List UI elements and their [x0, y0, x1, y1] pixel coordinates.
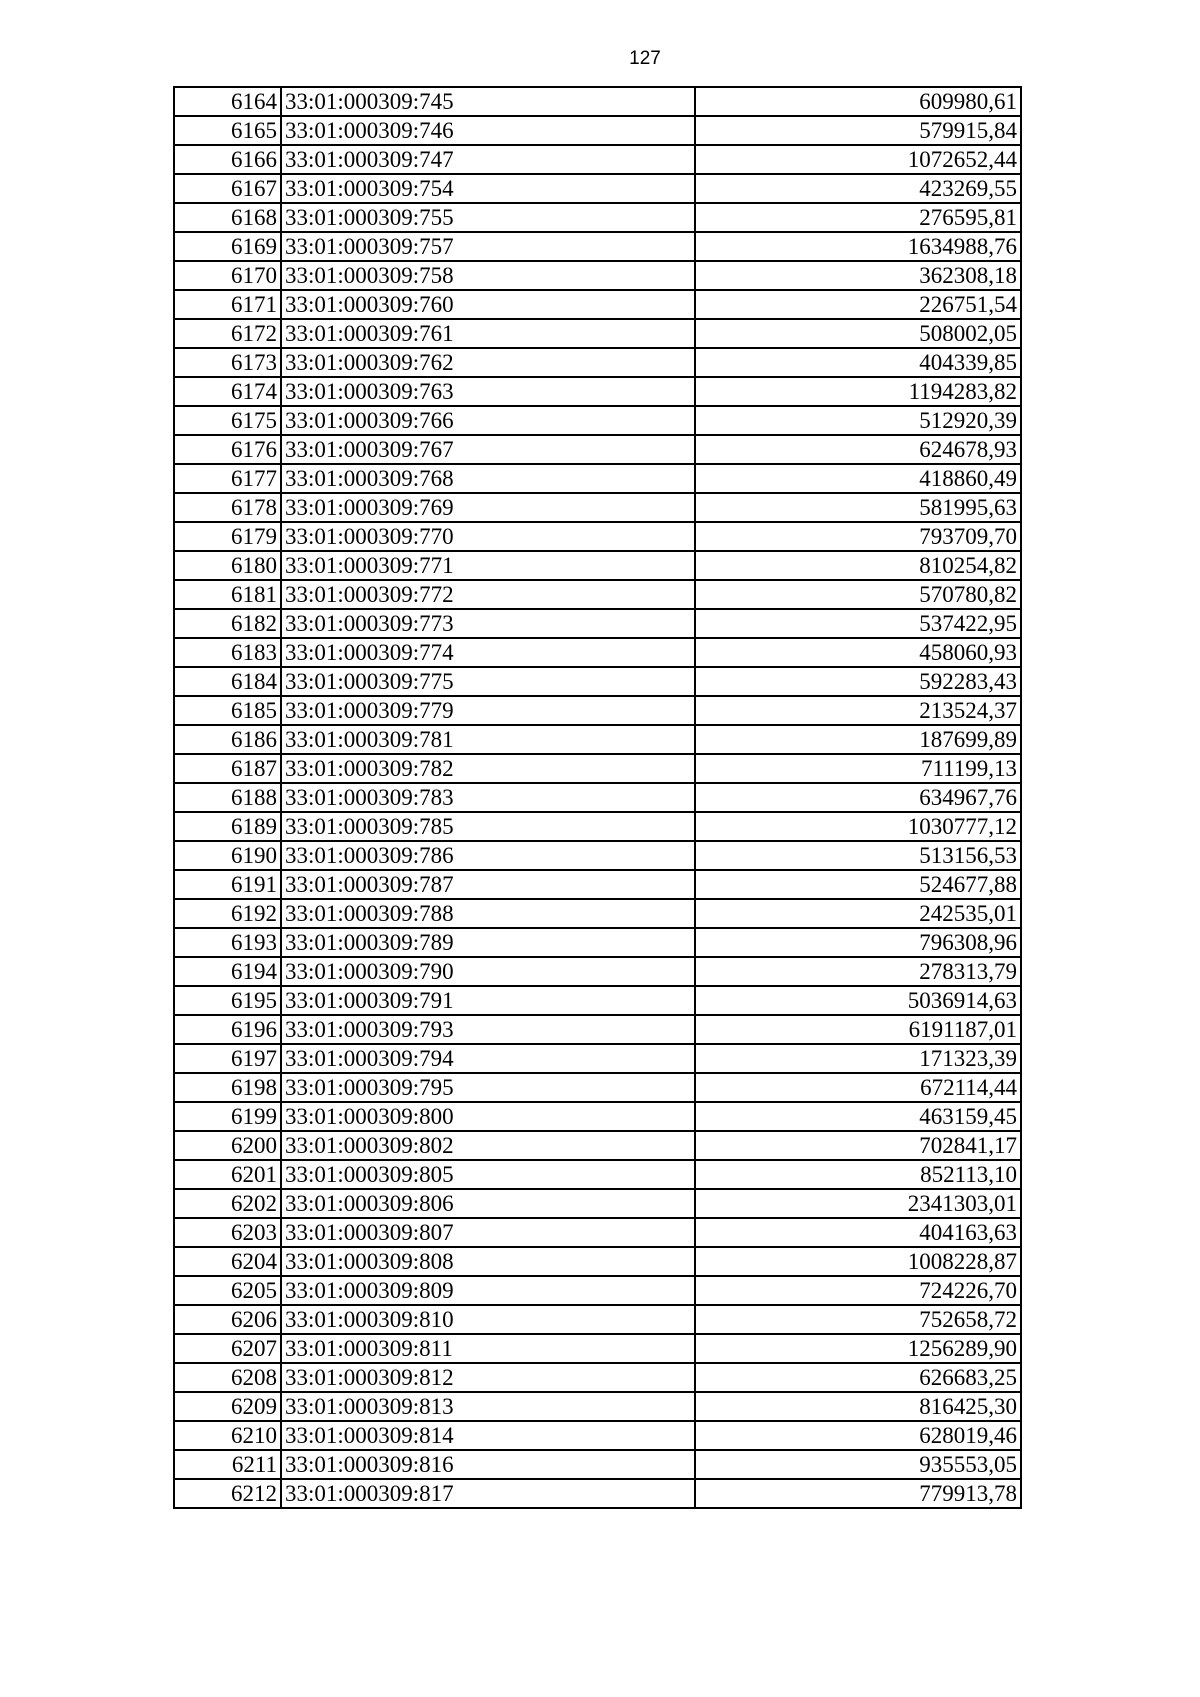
- cadastral-number-cell: 33:01:000309:761: [281, 319, 695, 348]
- cadastral-number-cell: 33:01:000309:810: [281, 1305, 695, 1334]
- row-number-cell: 6169: [174, 232, 281, 261]
- cadastral-number-cell: 33:01:000309:790: [281, 957, 695, 986]
- cadastral-number-cell: 33:01:000309:770: [281, 522, 695, 551]
- row-number-cell: 6188: [174, 783, 281, 812]
- row-number-cell: 6204: [174, 1247, 281, 1276]
- table-row: [174, 1479, 1021, 1508]
- cadastral-value-cell: 711199,13: [695, 754, 1021, 783]
- cadastral-number-cell: 33:01:000309:781: [281, 725, 695, 754]
- row-number-cell: 6178: [174, 493, 281, 522]
- table-row: [174, 609, 1021, 638]
- cadastral-value-cell: 796308,96: [695, 928, 1021, 957]
- cadastral-number-cell: 33:01:000309:814: [281, 1421, 695, 1450]
- cadastral-value-cell: 512920,39: [695, 406, 1021, 435]
- cadastral-number-cell: 33:01:000309:809: [281, 1276, 695, 1305]
- cadastral-value-cell: 793709,70: [695, 522, 1021, 551]
- cadastral-number-cell: 33:01:000309:782: [281, 754, 695, 783]
- cadastral-value-cell: 702841,17: [695, 1131, 1021, 1160]
- table-row: [174, 899, 1021, 928]
- table-row: [174, 1247, 1021, 1276]
- cadastral-number-cell: 33:01:000309:811: [281, 1334, 695, 1363]
- table-row: [174, 348, 1021, 377]
- cadastral-number-cell: 33:01:000309:785: [281, 812, 695, 841]
- row-number-cell: 6191: [174, 870, 281, 899]
- cadastral-number-cell: 33:01:000309:817: [281, 1479, 695, 1508]
- row-number-cell: 6201: [174, 1160, 281, 1189]
- row-number-cell: 6198: [174, 1073, 281, 1102]
- cadastral-number-cell: 33:01:000309:774: [281, 638, 695, 667]
- cadastral-number-cell: 33:01:000309:775: [281, 667, 695, 696]
- row-number-cell: 6168: [174, 203, 281, 232]
- row-number-cell: 6208: [174, 1363, 281, 1392]
- row-number-cell: 6195: [174, 986, 281, 1015]
- cadastral-value-cell: 513156,53: [695, 841, 1021, 870]
- cadastral-number-cell: 33:01:000309:779: [281, 696, 695, 725]
- cadastral-number-cell: 33:01:000309:795: [281, 1073, 695, 1102]
- row-number-cell: 6197: [174, 1044, 281, 1073]
- cadastral-number-cell: 33:01:000309:789: [281, 928, 695, 957]
- cadastral-number-cell: 33:01:000309:772: [281, 580, 695, 609]
- row-number-cell: 6189: [174, 812, 281, 841]
- row-number-cell: 6177: [174, 464, 281, 493]
- cadastral-number-cell: 33:01:000309:813: [281, 1392, 695, 1421]
- table-row: [174, 1102, 1021, 1131]
- cadastral-number-cell: 33:01:000309:747: [281, 145, 695, 174]
- table-row: [174, 812, 1021, 841]
- row-number-cell: 6171: [174, 290, 281, 319]
- table-row: [174, 1305, 1021, 1334]
- table-row: [174, 725, 1021, 754]
- cadastral-value-cell: 418860,49: [695, 464, 1021, 493]
- cadastral-number-cell: 33:01:000309:758: [281, 261, 695, 290]
- cadastral-value-cell: 935553,05: [695, 1450, 1021, 1479]
- table-row: [174, 928, 1021, 957]
- row-number-cell: 6167: [174, 174, 281, 203]
- cadastral-number-cell: 33:01:000309:766: [281, 406, 695, 435]
- table-row: [174, 203, 1021, 232]
- table-row: [174, 986, 1021, 1015]
- table-row: [174, 1044, 1021, 1073]
- row-number-cell: 6207: [174, 1334, 281, 1363]
- cadastral-number-cell: 33:01:000309:760: [281, 290, 695, 319]
- cadastral-value-cell: 779913,78: [695, 1479, 1021, 1508]
- table-row: [174, 1276, 1021, 1305]
- cadastral-number-cell: 33:01:000309:768: [281, 464, 695, 493]
- table-row: [174, 319, 1021, 348]
- table-row: [174, 957, 1021, 986]
- row-number-cell: 6173: [174, 348, 281, 377]
- cadastral-number-cell: 33:01:000309:808: [281, 1247, 695, 1276]
- table-row: [174, 232, 1021, 261]
- row-number-cell: 6210: [174, 1421, 281, 1450]
- cadastral-number-cell: 33:01:000309:787: [281, 870, 695, 899]
- cadastral-value-cell: 423269,55: [695, 174, 1021, 203]
- cadastral-value-cell: 628019,46: [695, 1421, 1021, 1450]
- cadastral-number-cell: 33:01:000309:771: [281, 551, 695, 580]
- table-row: [174, 377, 1021, 406]
- table-row: [174, 870, 1021, 899]
- table-row: [174, 754, 1021, 783]
- table-row: [174, 1073, 1021, 1102]
- cadastral-value-cell: 2341303,01: [695, 1189, 1021, 1218]
- cadastral-value-cell: 1256289,90: [695, 1334, 1021, 1363]
- row-number-cell: 6164: [174, 87, 281, 116]
- cadastral-number-cell: 33:01:000309:793: [281, 1015, 695, 1044]
- cadastral-number-cell: 33:01:000309:816: [281, 1450, 695, 1479]
- table-row: [174, 696, 1021, 725]
- row-number-cell: 6206: [174, 1305, 281, 1334]
- table-row: [174, 174, 1021, 203]
- table-row: [174, 1160, 1021, 1189]
- row-number-cell: 6170: [174, 261, 281, 290]
- cadastral-value-cell: 752658,72: [695, 1305, 1021, 1334]
- cadastral-value-cell: 5036914,63: [695, 986, 1021, 1015]
- row-number-cell: 6182: [174, 609, 281, 638]
- table-body: [174, 87, 1021, 1508]
- cadastral-value-cell: 524677,88: [695, 870, 1021, 899]
- table-row: [174, 290, 1021, 319]
- cadastral-value-cell: 537422,95: [695, 609, 1021, 638]
- cadastral-value-cell: 508002,05: [695, 319, 1021, 348]
- table-row: [174, 145, 1021, 174]
- cadastral-value-cell: 213524,37: [695, 696, 1021, 725]
- cadastral-number-cell: 33:01:000309:794: [281, 1044, 695, 1073]
- cadastral-value-cell: 362308,18: [695, 261, 1021, 290]
- cadastral-number-cell: 33:01:000309:763: [281, 377, 695, 406]
- row-number-cell: 6175: [174, 406, 281, 435]
- cadastral-value-cell: 810254,82: [695, 551, 1021, 580]
- table-row: [174, 638, 1021, 667]
- cadastral-number-cell: 33:01:000309:757: [281, 232, 695, 261]
- row-number-cell: 6200: [174, 1131, 281, 1160]
- cadastral-value-cell: 579915,84: [695, 116, 1021, 145]
- cadastral-value-cell: 171323,39: [695, 1044, 1021, 1073]
- cadastral-number-cell: 33:01:000309:805: [281, 1160, 695, 1189]
- table-row: [174, 464, 1021, 493]
- cadastral-number-cell: 33:01:000309:745: [281, 87, 695, 116]
- cadastral-number-cell: 33:01:000309:755: [281, 203, 695, 232]
- table-row: [174, 1421, 1021, 1450]
- row-number-cell: 6202: [174, 1189, 281, 1218]
- table-row: [174, 116, 1021, 145]
- cadastral-number-cell: 33:01:000309:754: [281, 174, 695, 203]
- cadastral-number-cell: 33:01:000309:746: [281, 116, 695, 145]
- table-row: [174, 667, 1021, 696]
- row-number-cell: 6211: [174, 1450, 281, 1479]
- cadastral-value-cell: 672114,44: [695, 1073, 1021, 1102]
- cadastral-value-cell: 724226,70: [695, 1276, 1021, 1305]
- table-container: [173, 86, 1022, 1509]
- row-number-cell: 6165: [174, 116, 281, 145]
- table-row: [174, 87, 1021, 116]
- row-number-cell: 6176: [174, 435, 281, 464]
- cadastral-value-cell: 1634988,76: [695, 232, 1021, 261]
- cadastral-value-cell: 463159,45: [695, 1102, 1021, 1131]
- cadastral-value-cell: 242535,01: [695, 899, 1021, 928]
- table-row: [174, 580, 1021, 609]
- row-number-cell: 6203: [174, 1218, 281, 1247]
- table-row: [174, 261, 1021, 290]
- cadastral-number-cell: 33:01:000309:773: [281, 609, 695, 638]
- row-number-cell: 6205: [174, 1276, 281, 1305]
- cadastral-value-cell: 278313,79: [695, 957, 1021, 986]
- cadastral-value-cell: 404339,85: [695, 348, 1021, 377]
- table-row: [174, 1392, 1021, 1421]
- cadastral-value-table: [173, 86, 1022, 1509]
- cadastral-number-cell: 33:01:000309:800: [281, 1102, 695, 1131]
- row-number-cell: 6166: [174, 145, 281, 174]
- table-row: [174, 1218, 1021, 1247]
- cadastral-value-cell: 626683,25: [695, 1363, 1021, 1392]
- cadastral-value-cell: 1008228,87: [695, 1247, 1021, 1276]
- cadastral-number-cell: 33:01:000309:767: [281, 435, 695, 464]
- table-row: [174, 783, 1021, 812]
- cadastral-value-cell: 634967,76: [695, 783, 1021, 812]
- row-number-cell: 6172: [174, 319, 281, 348]
- cadastral-number-cell: 33:01:000309:791: [281, 986, 695, 1015]
- cadastral-value-cell: 226751,54: [695, 290, 1021, 319]
- table-row: [174, 1450, 1021, 1479]
- cadastral-value-cell: 581995,63: [695, 493, 1021, 522]
- cadastral-number-cell: 33:01:000309:812: [281, 1363, 695, 1392]
- row-number-cell: 6194: [174, 957, 281, 986]
- cadastral-value-cell: 1030777,12: [695, 812, 1021, 841]
- row-number-cell: 6184: [174, 667, 281, 696]
- row-number-cell: 6180: [174, 551, 281, 580]
- cadastral-value-cell: 404163,63: [695, 1218, 1021, 1247]
- table-row: [174, 841, 1021, 870]
- row-number-cell: 6183: [174, 638, 281, 667]
- cadastral-value-cell: 458060,93: [695, 638, 1021, 667]
- table-row: [174, 1015, 1021, 1044]
- cadastral-number-cell: 33:01:000309:806: [281, 1189, 695, 1218]
- row-number-cell: 6212: [174, 1479, 281, 1508]
- cadastral-number-cell: 33:01:000309:786: [281, 841, 695, 870]
- row-number-cell: 6199: [174, 1102, 281, 1131]
- row-number-cell: 6186: [174, 725, 281, 754]
- table-row: [174, 1189, 1021, 1218]
- cadastral-number-cell: 33:01:000309:807: [281, 1218, 695, 1247]
- cadastral-value-cell: 852113,10: [695, 1160, 1021, 1189]
- table-row: [174, 551, 1021, 580]
- row-number-cell: 6179: [174, 522, 281, 551]
- cadastral-value-cell: 187699,89: [695, 725, 1021, 754]
- table-row: [174, 435, 1021, 464]
- page-number: 127: [629, 48, 661, 69]
- cadastral-number-cell: 33:01:000309:802: [281, 1131, 695, 1160]
- row-number-cell: 6174: [174, 377, 281, 406]
- row-number-cell: 6187: [174, 754, 281, 783]
- row-number-cell: 6192: [174, 899, 281, 928]
- table-row: [174, 1131, 1021, 1160]
- cadastral-number-cell: 33:01:000309:783: [281, 783, 695, 812]
- cadastral-value-cell: 1072652,44: [695, 145, 1021, 174]
- row-number-cell: 6185: [174, 696, 281, 725]
- cadastral-number-cell: 33:01:000309:788: [281, 899, 695, 928]
- cadastral-value-cell: 6191187,01: [695, 1015, 1021, 1044]
- row-number-cell: 6193: [174, 928, 281, 957]
- cadastral-value-cell: 570780,82: [695, 580, 1021, 609]
- table-row: [174, 1334, 1021, 1363]
- row-number-cell: 6209: [174, 1392, 281, 1421]
- row-number-cell: 6190: [174, 841, 281, 870]
- cadastral-value-cell: 276595,81: [695, 203, 1021, 232]
- table-row: [174, 406, 1021, 435]
- cadastral-value-cell: 624678,93: [695, 435, 1021, 464]
- cadastral-value-cell: 1194283,82: [695, 377, 1021, 406]
- cadastral-number-cell: 33:01:000309:762: [281, 348, 695, 377]
- table-row: [174, 493, 1021, 522]
- row-number-cell: 6181: [174, 580, 281, 609]
- cadastral-number-cell: 33:01:000309:769: [281, 493, 695, 522]
- table-row: [174, 522, 1021, 551]
- table-row: [174, 1363, 1021, 1392]
- cadastral-value-cell: 816425,30: [695, 1392, 1021, 1421]
- row-number-cell: 6196: [174, 1015, 281, 1044]
- cadastral-value-cell: 609980,61: [695, 87, 1021, 116]
- cadastral-value-cell: 592283,43: [695, 667, 1021, 696]
